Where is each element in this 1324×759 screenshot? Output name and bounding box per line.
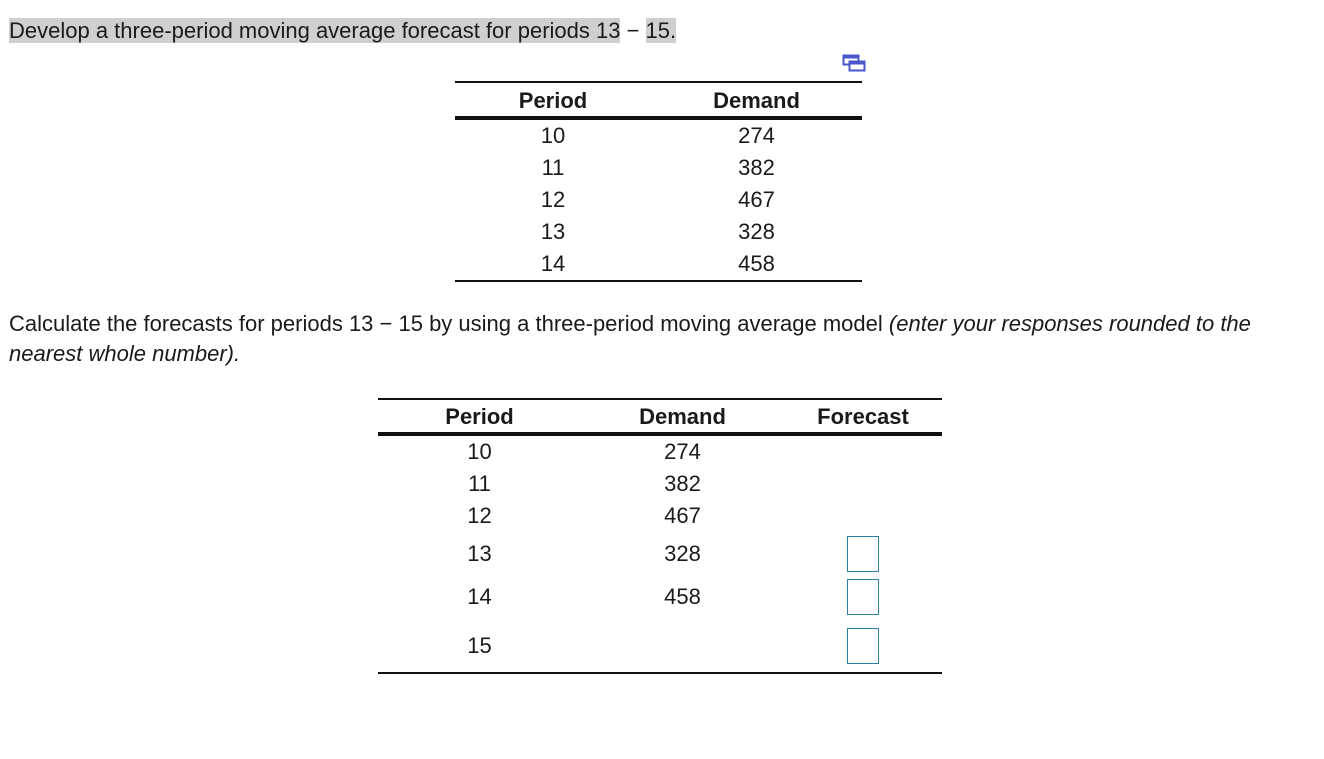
header-period: Period [445,404,514,429]
cell-forecast [784,536,942,572]
header-forecast: Forecast [817,404,909,429]
cell-period: 13 [467,540,492,566]
question-title [9,16,676,46]
cell-period: 11 [541,155,565,180]
instructions-main: Calculate the forecasts for periods 13 − 15 by using a three-period moving average model [9,311,889,336]
cell-demand: 458 [738,251,775,276]
table-row [378,618,942,672]
question-title-dash: − [620,18,646,43]
table-row [455,152,862,184]
table-row [378,500,942,532]
table-row [455,184,862,216]
table-row [378,468,942,500]
forecast-input-period-15[interactable] [847,628,879,664]
cell-period: 15 [467,633,492,658]
cell-demand: 382 [738,155,775,180]
cell-period: 11 [468,471,491,496]
cell-demand: 382 [664,471,701,496]
cell-demand: 328 [738,219,775,244]
cell-period: 14 [467,583,492,609]
instructions-text [9,309,1309,369]
cell-demand: 467 [664,503,701,528]
cell-period: 14 [540,251,566,276]
header-demand: Demand [639,404,726,429]
table-row [378,532,942,575]
cell-demand: 458 [664,583,701,609]
cell-demand: 467 [738,187,775,212]
cell-period: 12 [540,187,566,212]
popout-window-icon[interactable] [842,54,866,74]
forecast-answer-table [378,398,942,674]
cell-forecast [784,628,942,664]
table-row [455,216,862,248]
cell-period: 12 [467,503,492,528]
instructions-hint: (enter your responses rounded to the nearest whole number). [9,311,1251,366]
table-row [455,248,862,280]
header-period: Period [518,88,588,113]
cell-demand: 274 [664,439,701,464]
forecast-input-period-14[interactable] [847,579,879,615]
cell-period: 10 [540,123,566,148]
table-row [378,436,942,468]
table-row [455,120,862,152]
header-demand: Demand [713,88,800,113]
question-title-text: Develop a three-period moving average forecast for periods 13 [9,18,621,43]
table-header-row [378,400,942,436]
table-header-row [455,83,862,120]
table-row [378,575,942,618]
cell-period: 13 [540,219,566,244]
cell-demand: 328 [664,540,701,566]
demand-data-table [455,81,862,282]
forecast-input-period-13[interactable] [847,536,879,572]
cell-demand: 274 [738,123,775,148]
question-title-end: 15. [645,18,677,43]
cell-forecast [784,579,942,615]
cell-period: 10 [467,439,492,464]
